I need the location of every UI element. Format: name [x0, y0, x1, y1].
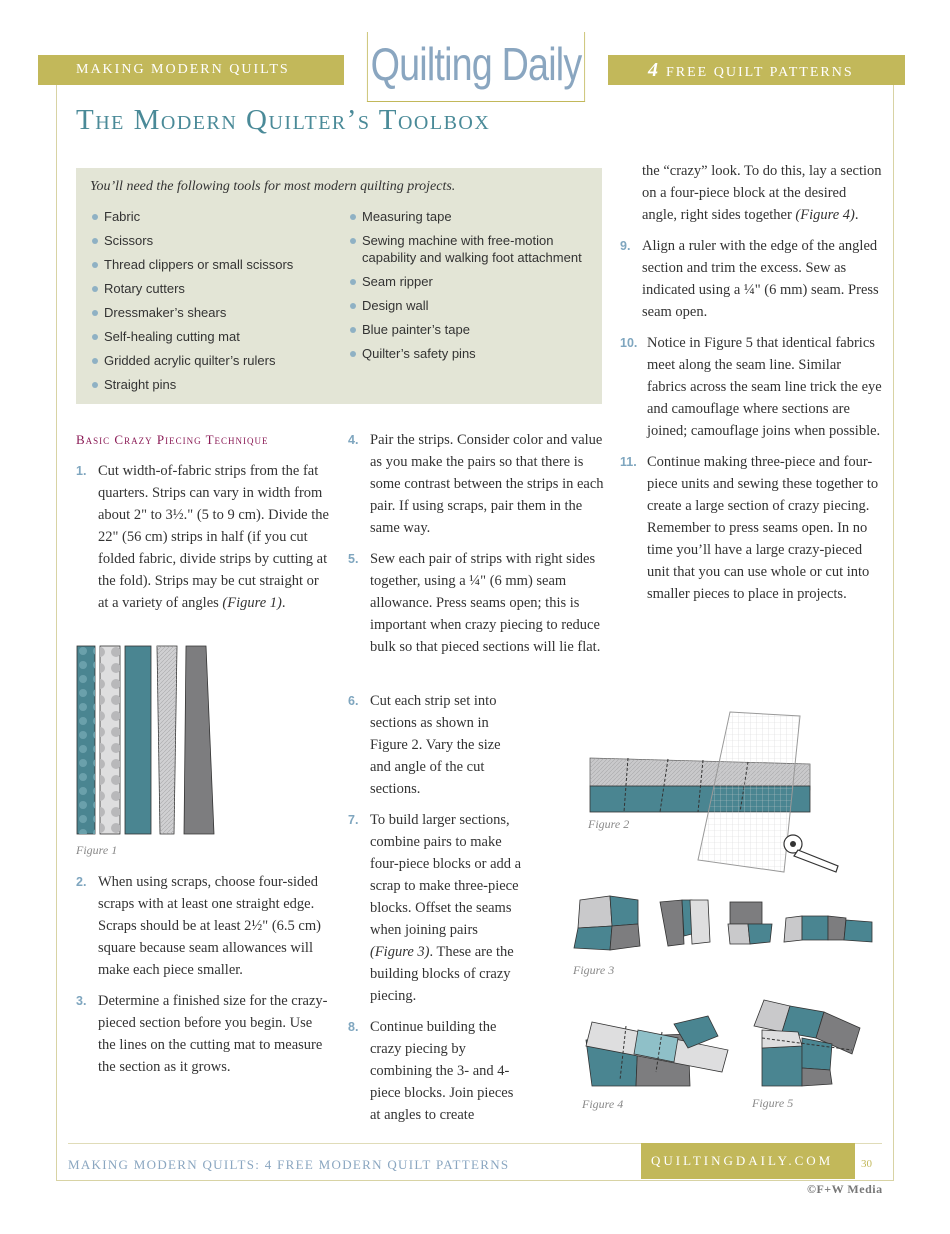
fabric-strip-pattern: [157, 646, 177, 834]
column-1-lower: [76, 871, 332, 1087]
figure-2-ruler-cut: [588, 710, 844, 874]
step-4: [348, 429, 604, 539]
column-2: [348, 429, 604, 667]
step-number: 6.: [348, 694, 359, 708]
figure-4-caption: Figure 4: [582, 1097, 624, 1111]
step-text: Pair the strips. Consider color and value as you make the pairs so that there is some contrast between the strips in each pair. If using scraps, pair them in the same way.: [370, 432, 604, 536]
column-3: [620, 160, 882, 614]
tool-item: Scissors: [90, 232, 330, 249]
step-7: [348, 809, 524, 1007]
tool-item: Sewing machine with free-motion capability and walking foot attachment: [348, 232, 588, 266]
page-title: The Modern Quilter’s Toolbox: [76, 104, 491, 136]
step-5: [348, 548, 604, 658]
figure-2-caption: Figure 2: [588, 817, 630, 831]
header-left-label: MAKING MODERN QUILTS: [76, 62, 290, 77]
tool-item: Rotary cutters: [90, 280, 330, 297]
gray-scrap: [610, 924, 640, 950]
step-text-tail: .: [281, 595, 286, 611]
light-scrap: [690, 900, 710, 944]
figure-ref: (Figure 4): [795, 207, 855, 223]
teal-scrap: [574, 926, 612, 950]
step-text: Continue building the crazy piecing by combining the 3- and 4-piece blocks. Join pieces at angles to create: [370, 1019, 514, 1123]
step-number: 8.: [348, 1020, 359, 1034]
tool-item: Gridded acrylic quilter’s rulers: [90, 352, 330, 369]
step-11: [620, 451, 882, 605]
section-heading: Basic Crazy Piecing Technique: [76, 432, 269, 447]
step-8-continued: [620, 160, 882, 226]
step-3: [76, 990, 332, 1078]
teal-scrap: [610, 896, 638, 926]
tool-item: Design wall: [348, 297, 588, 314]
step-text: Continue making three-piece and four-piece units and sewing these together to create a large section of crazy piecing. Remember to press seams open. In no time you’ll have a large crazy-pieced unit that you can use whole or cut into smaller pieces to place in projects.: [647, 454, 879, 602]
figure-3-blocks: [572, 894, 876, 954]
step-text: Cut width-of-fabric strips from the fat quarters. Strips can vary in width from about 2" to 3½." (5 to 9 cm). Divide the 22" (56 cm) strips in half (if you cut folded fabric, divide strips by cutting at the fold). Strips may be cut straight or at a variety of angles: [98, 463, 329, 611]
tool-list-right: [348, 208, 588, 369]
tool-item: Dressmaker’s shears: [90, 304, 330, 321]
step-text: Notice in Figure 5 that identical fabrics meet along the seam line. Similar fabrics across the seam line trick the eye and camouflage where sections are joined; camouflage joins when possible.: [647, 335, 882, 439]
gray-scrap: [660, 900, 684, 946]
step-number: 3.: [76, 994, 87, 1008]
step-number: 2.: [76, 875, 87, 889]
step-text: Determine a finished size for the crazy-pieced section before you begin. Use the lines on the cutting mat to measure the section as it grows.: [98, 993, 328, 1075]
teal-block: [762, 1046, 802, 1086]
step-8: [348, 1016, 524, 1126]
quilting-daily-logo: Quilting Daily: [367, 32, 585, 102]
figure-4-angled-join: [578, 1010, 738, 1090]
teal-block: [802, 1038, 832, 1070]
figure-1-strips: [76, 644, 216, 838]
teal-scrap: [844, 920, 872, 942]
step-text-tail: .: [854, 207, 859, 223]
column-2-narrow: [348, 690, 524, 1135]
step-10: [620, 332, 882, 442]
step-9: [620, 235, 882, 323]
rotary-cutter-hub: [790, 841, 796, 847]
step-number: 10.: [620, 336, 638, 350]
step-text: Cut each strip set into sections as shown in Figure 2. Vary the size and angle of the cut sections.: [370, 693, 501, 797]
tool-item: Self-healing cutting mat: [90, 328, 330, 345]
tool-item: Straight pins: [90, 376, 330, 393]
step-6: [348, 690, 524, 800]
step-number: 5.: [348, 552, 359, 566]
column-1: [76, 460, 332, 623]
step-text: Sew each pair of strips with right sides together, using a ¼" (6 mm) seam allowance. Press seams open; this is important when crazy piecing to reduce bulk so that pieced sections will lie flat.: [370, 551, 601, 655]
fabric-strip: [184, 646, 214, 834]
header-right-number: 4: [648, 59, 660, 81]
step-text: To build larger sections, combine pairs to make four-piece blocks or add a scrap to make three-piece blocks. Offset the seams when joining pairs: [370, 812, 522, 938]
step-number: 7.: [348, 813, 359, 827]
header-right-label: FREE QUILT PATTERNS: [666, 65, 854, 80]
fabric-strip-pattern: [77, 646, 95, 834]
teal-scrap: [748, 924, 772, 944]
tool-item: Seam ripper: [348, 273, 588, 290]
footer-website-link[interactable]: QUILTINGDAILY.COM: [641, 1143, 855, 1179]
step-text: Align a ruler with the edge of the angled section and trim the excess. Sew as indicated using a ¼" (6 mm) seam. Press seam open.: [642, 238, 879, 320]
page-number: 30: [861, 1158, 872, 1170]
light-scrap: [728, 924, 750, 944]
tool-item: Quilter’s safety pins: [348, 345, 588, 362]
toolbox-box: [76, 168, 602, 404]
tool-item: Measuring tape: [348, 208, 588, 225]
figure-5-caption: Figure 5: [752, 1096, 794, 1110]
figure-1-caption: Figure 1: [76, 843, 118, 857]
step-2: [76, 871, 332, 981]
gray-scrap: [784, 916, 802, 942]
step-text: When using scraps, choose four-sided scraps with at least one straight edge. Scraps should be at least 2½" (6.5 cm) square because seam allowances will make each piece smaller.: [98, 874, 321, 978]
header-right-band: [608, 55, 905, 85]
tool-item: Blue painter’s tape: [348, 321, 588, 338]
teal-scrap: [802, 916, 828, 940]
fabric-strip: [125, 646, 151, 834]
footer-title: MAKING MODERN QUILTS: 4 FREE MODERN QUILT PATTERNS: [68, 1157, 510, 1172]
figure-ref: (Figure 1): [222, 595, 282, 611]
rotary-cutter-handle: [794, 850, 838, 872]
gray-block: [802, 1068, 832, 1086]
step-number: 11.: [620, 455, 637, 469]
step-number: 4.: [348, 433, 359, 447]
tool-list-left: [90, 208, 330, 400]
step-number: 9.: [620, 239, 631, 253]
gray-scrap: [578, 896, 612, 928]
gray-scrap: [730, 902, 762, 924]
figure-3-caption: Figure 3: [573, 963, 615, 977]
toolbox-intro: You’ll need the following tools for most modern quilting projects.: [90, 179, 456, 194]
step-text-tail: . These are the building blocks of crazy piecing.: [370, 944, 514, 1004]
tool-item: Fabric: [90, 208, 330, 225]
step-1: [76, 460, 332, 614]
figure-ref: (Figure 3): [370, 944, 430, 960]
step-text: the “crazy” look. To do this, lay a section on a four-piece block at the desired angle, right sides together: [642, 163, 882, 223]
step-number: 1.: [76, 464, 87, 478]
header-left-band: [38, 55, 344, 85]
tool-item: Thread clippers or small scissors: [90, 256, 330, 273]
fabric-strip-pattern: [100, 646, 120, 834]
copyright: ©F+W Media: [807, 1182, 883, 1196]
figure-5-seam-camouflage: [752, 998, 868, 1090]
gray-scrap: [828, 916, 846, 940]
